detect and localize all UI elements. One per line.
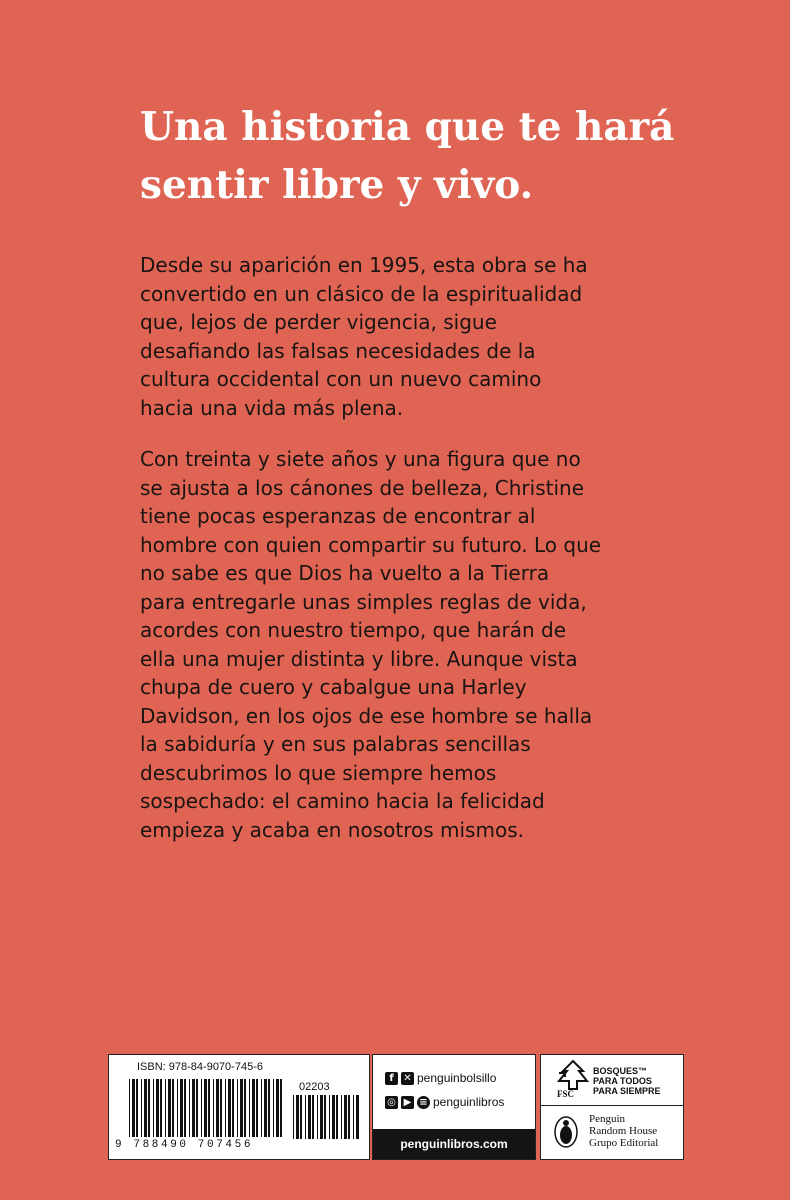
headline-line: sentir libre y vivo. <box>140 162 534 208</box>
barcode-bar <box>261 1079 262 1137</box>
barcode-bar <box>201 1079 202 1137</box>
barcode-bar <box>132 1079 135 1137</box>
barcode-bar <box>273 1079 274 1137</box>
barcode-bar <box>341 1095 342 1139</box>
barcode-bar <box>353 1095 354 1139</box>
barcode-bar <box>216 1079 219 1137</box>
barcode-bar <box>312 1095 314 1139</box>
barcode-bar <box>348 1095 350 1139</box>
social-row-libros <box>385 1093 504 1111</box>
barcode-bar <box>268 1079 270 1137</box>
penguin-logo-icon <box>553 1115 579 1149</box>
barcode-bar <box>276 1079 279 1137</box>
barcode-bar <box>280 1079 282 1137</box>
barcode-bar <box>192 1079 195 1137</box>
barcode-bar <box>168 1079 171 1137</box>
text-line: descubrimos lo que siempre hemos <box>140 760 497 785</box>
text-line: Con treinta y siete años y una figura que no <box>140 447 581 471</box>
fsc-campaign-line: BOSQUES™ <box>593 1066 648 1076</box>
text-line: desafiando las falsas necesidades de la <box>140 338 536 363</box>
barcode-bar <box>317 1095 318 1139</box>
barcode-bar <box>336 1095 338 1139</box>
isbn-text: ISBN: 978-84-9070-745-6 <box>137 1061 263 1073</box>
barcode-bar <box>180 1079 183 1137</box>
barcode-bar <box>144 1079 147 1137</box>
barcode-bar <box>256 1079 258 1137</box>
barcode-bar <box>148 1079 150 1137</box>
fsc-publisher-panel <box>540 1054 684 1160</box>
text-line: la sabiduría y en sus palabras sencillas <box>140 732 531 756</box>
barcode-bar <box>225 1079 226 1137</box>
handle-penguinbolsillo: penguinbolsillo <box>417 1071 497 1085</box>
barcode-bar <box>208 1079 210 1137</box>
barcode-bar <box>172 1079 174 1137</box>
barcode-bar <box>189 1079 190 1137</box>
text-line: acordes con nuestro tiempo, que harán de <box>140 618 567 642</box>
barcode-bar <box>177 1079 178 1137</box>
text-line: Desde su aparición en 1995, esta obra se ha <box>140 253 588 277</box>
barcode-bar <box>213 1079 214 1137</box>
barcode-bar <box>156 1079 159 1137</box>
barcode-bar <box>184 1079 186 1137</box>
text-line: sospechado: el camino hacia la felicidad <box>140 789 545 813</box>
barcode-bar <box>240 1079 243 1137</box>
text-line: empieza y acaba en nosotros mismos. <box>140 817 524 842</box>
text-line: convertido en un clásico de la espiritualidad <box>140 281 583 306</box>
barcode-bar <box>329 1095 330 1139</box>
barcode-bar <box>153 1079 154 1137</box>
text-line: hacia una vida más plena. <box>140 395 404 420</box>
social-panel <box>372 1054 536 1160</box>
social-row-bolsillo <box>385 1069 496 1087</box>
barcode-bar <box>332 1095 335 1139</box>
fsc-campaign-line: PARA SIEMPRE <box>593 1086 661 1096</box>
barcode-panel <box>108 1054 370 1160</box>
fsc-label: FSC <box>557 1089 575 1099</box>
publisher-line: Random House <box>589 1125 658 1137</box>
barcode-bar <box>160 1079 162 1137</box>
barcode-bar <box>204 1079 207 1137</box>
barcode-bar <box>129 1079 130 1137</box>
text-line: se ajusta a los cánones de belleza, Christine <box>140 475 585 500</box>
text-line: que, lejos de perder vigencia, sigue <box>140 310 497 334</box>
barcode-bar <box>264 1079 267 1137</box>
text-line: cultura occidental con un nuevo camino <box>140 367 542 391</box>
fsc-campaign <box>593 1066 661 1096</box>
website-bar <box>373 1129 535 1159</box>
fsc-section <box>541 1055 683 1106</box>
barcode-bar <box>165 1079 166 1137</box>
blurb-paragraph-2 <box>140 445 660 844</box>
spotify-icon: ≡ <box>417 1096 430 1109</box>
barcode-bar <box>244 1079 246 1137</box>
barcode-bar <box>344 1095 347 1139</box>
barcode-bar <box>296 1095 299 1139</box>
ean-digits: 9 788490 707456 <box>115 1139 254 1151</box>
barcode-bar <box>308 1095 311 1139</box>
barcode-bar <box>300 1095 302 1139</box>
instagram-icon: ◎ <box>385 1096 398 1109</box>
barcode-bar <box>196 1079 198 1137</box>
publisher-line: Penguin <box>589 1113 626 1125</box>
blurb-paragraph-1 <box>140 251 660 422</box>
text-line: ella una mujer distinta y libre. Aunque vista <box>140 646 578 671</box>
barcode-bar <box>324 1095 326 1139</box>
barcode-bar <box>293 1095 294 1139</box>
facebook-icon: f <box>385 1072 398 1085</box>
publisher-line: Grupo Editorial <box>589 1137 659 1149</box>
text-line: no sabe es que Dios ha vuelto a la Tierra <box>140 561 550 585</box>
text-line: Davidson, en los ojos de ese hombre se halla <box>140 703 593 728</box>
handle-penguinlibros: penguinlibros <box>433 1095 505 1109</box>
barcode-bar <box>220 1079 222 1137</box>
barcode-bar <box>305 1095 306 1139</box>
text-line: hombre con quien compartir su futuro. Lo que <box>140 532 602 557</box>
price-code: 02203 <box>299 1081 330 1093</box>
barcode-bar <box>232 1079 234 1137</box>
barcode-bar <box>136 1079 138 1137</box>
text-line: tiene pocas esperanzas de encontrar al <box>140 504 536 528</box>
barcode-bar <box>141 1079 142 1137</box>
barcode-bar <box>320 1095 323 1139</box>
text-line: para entregarle unas simples reglas de vida, <box>140 589 587 614</box>
youtube-icon: ▶ <box>401 1096 414 1109</box>
text-line: chupa de cuero y cabalgue una Harley <box>140 675 527 699</box>
website-url: penguinlibros.com <box>400 1137 508 1151</box>
headline-line: Una historia que te hará <box>140 104 675 150</box>
barcode-bar <box>249 1079 250 1137</box>
barcode-bar <box>228 1079 231 1137</box>
barcode-bar <box>252 1079 255 1137</box>
barcode-bar <box>237 1079 238 1137</box>
fsc-campaign-line: PARA TODOS <box>593 1076 652 1086</box>
publisher-name <box>589 1113 658 1149</box>
headline <box>140 98 700 214</box>
barcode-bar <box>356 1095 359 1139</box>
x-icon: ✕ <box>401 1072 414 1085</box>
